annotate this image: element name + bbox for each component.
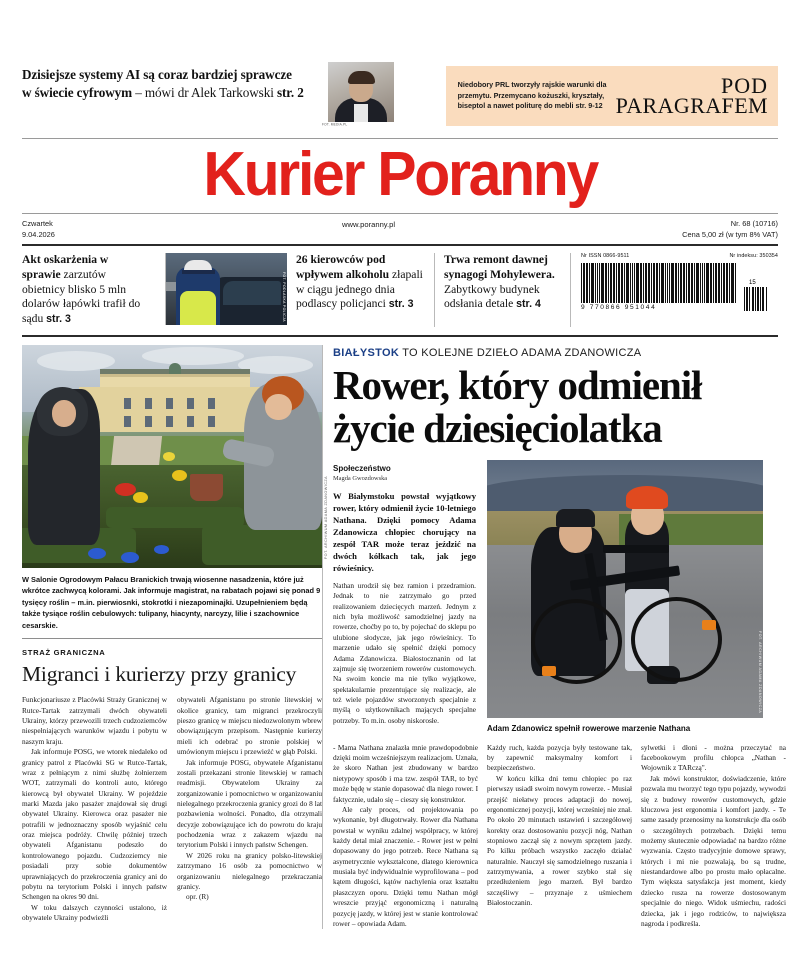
- masthead-website[interactable]: www.poranny.pl: [342, 219, 396, 229]
- masthead-price: Cena 5,00 zł (w tym 8% VAT): [682, 229, 778, 239]
- lead-paragraph: W Białymstoku powstał wyjątkowy rower, który odmienił życie 10-letniego Nathana. Dzięki pomocy Adama Zdanowicza chłopiec chorujący na zespół TAR może teraz jeździć na dwóch kółkach tak, jak jego rówieśnicy.: [333, 490, 476, 573]
- border-col2-p3: W 2026 roku na granicy polsko-litewskiej zatrzymano 16 osób za pomocnictwo w organizowaniu nielegalnego przekraczania granicy.: [177, 850, 322, 891]
- lead-body-p1: Nathan urodził się bez ramion i przedramion. Jednak to nie zatrzymało go przed realizowaniem dziecięcych marzeń. Jednym z nich była możliwość samodzielnej jazdy na rowerze, choćby po to, by pojechać do sklepu po ulubione słodycze, jak jego rówieśnicy. To marzenie udało się spełnić dzięki pomocy Adama Zdanowicza. Białostocznanin od lat zajmuje się tworzeniem rowerów customowych. Na swoim koncie ma nie tylko wyjątkowe, spektakularnie prezentujące się realizacje, ale też wiele pojazdów stworzonych specjalnie z myślą o użytkownikach mających specjalne potrzeby. To m.in. osoby niskorosłe.: [333, 580, 476, 725]
- lead-col2-p2: Ale cały proces, od projektowania po wykonanie, był długotrwały. Rower dla Nathana powstał w wyniku zdalnej współpracy, w której każdy detal miał znaczenie. - Rower jest w pełni dopasowany do jego potrzeb. Rece Nathana są asymetrycznie wykształcone, dlatego kierownica musiała być indywidualnie wyprofilowana – pod kątem długości, kątów nachylenia oraz kształtu płaszczyzn oporu. Dzięki temu Nathan mógł wreszcie przyjąć ergonomiczną i naturalną pozycję jazdy, w której jest w stanie kontrolować rower – opowiada Adam.: [333, 804, 478, 928]
- teaser-1-page: str. 3: [46, 312, 71, 325]
- garden-photo-caption: W Salonie Ogrodowym Pałacu Branickich trwają wiosenne nasadzenia, które już wkrótce zachwycą kolorami. Jak informuje magistrat, na rabatach pojawi się ponad 9 tysięcy roślin – m.in. pierwiosnki, stokrotki i niezapominajki. Uzupełnieniem będą także tysiące roślin cebulowych: tulipany, hiacynty, narcyzy, lilie i szachownice cesarskie.: [22, 568, 322, 640]
- top-promo-strip: [0, 0, 800, 138]
- teaser-item-1[interactable]: [22, 253, 156, 327]
- barcode-bars-secondary: [744, 287, 768, 311]
- masthead-issue-block: [682, 218, 778, 240]
- masthead-day: Czwartek: [22, 218, 53, 228]
- teaser-item-2[interactable]: [296, 253, 434, 327]
- teaser-2-rest: złapali w ciągu jednego dnia podlascy policjanci: [296, 267, 423, 311]
- border-story-col2: [177, 695, 322, 923]
- lead-photo-credit: FOT. ARCHIWUM ADAMA ZDANOWICZA: [324, 475, 328, 559]
- teaser-photo-credit: FOT. PODLASKA POLICJA: [282, 272, 286, 323]
- teaser-item-3[interactable]: [434, 253, 570, 327]
- promo-line2-page: str. 2: [276, 84, 304, 100]
- lead-col2-p1: - Mama Nathana znalazła mnie prawdopodobnie dzięki moim wcześniejszym realizacjom. Uznała, że skoro Nathan jest zbudowany w bardzo nietypowy sposób i ma tzw. zespół TAR, to być może będę w stanie dopasować dla niego rower. I faktycznie, udało się – cieszy się konstruktor.: [333, 742, 478, 804]
- promo-line2-regular: – mówi dr Alek Tarkowski: [132, 84, 277, 100]
- bike-photo-credit-vertical: FOT. ARCHIWUM ADAMA ZDANOWICZA: [758, 631, 762, 714]
- border-story-headline[interactable]: Migranci i kurierzy przy granicy: [22, 662, 297, 687]
- right-column: [322, 345, 786, 930]
- pod-paragrafem-promo[interactable]: [446, 56, 778, 126]
- lead-col4-p2: Jak mówi konstruktor, doświadczenie, które pozwala mu tworzyć tego typu pojazdy, wywodzi się z budowy rowerów customowych, gdzie kluczowa jest ergonomia i komfort jazdy. - Te same zasady przenosimy na konstrukcje dla osób o szczególnych potrzebach. Dzięki temu możemy skutecznie odpowiadać na bardzo różne wyzwania. Często tradycyjnie domowe sprawy, których i mi nie pozwalają, bo są trudne, niestandardowe albo po prostu mało opłacalne. Tym większa satysfakcja jest moment, kiedy dziecko rusza na rowerze dostosowanym specjalnie do niego. Widok uśmiechu, radości dziecka, jak i jego rodziców, to największa nagroda i podkreśla.: [641, 773, 786, 928]
- lead-author-byline: Magda Gwozdowska: [333, 474, 388, 482]
- border-col1-p3: W toku dalszych czynności ustalono, iż obywatele Ukrainy podwieźli: [22, 902, 167, 922]
- newspaper-logo[interactable]: Kurier Poranny: [203, 140, 597, 209]
- main-content: [22, 337, 786, 930]
- promo-portrait-photo: [322, 56, 394, 127]
- teaser-police-photo: [165, 253, 287, 325]
- lead-kicker: [333, 345, 786, 364]
- pod-paragrafem-logo-line1: POD: [720, 72, 768, 98]
- lead-top-row: [324, 460, 786, 741]
- lead-col3-p1: Każdy ruch, każda pozycja były testowane tak, by zapewnić maksymalny komfort i bezpieczeństwo.: [487, 742, 632, 773]
- teaser-3-page: str. 4: [516, 298, 541, 311]
- lead-col3-p2: W końcu kilka dni temu chłopiec po raz pierwszy usiadł swoim nowym rowerze. - Musiał przejść niełatwy proces adaptacji do nowej, ergonomicznej pozycji, której wcześniej nie znał. Po około 20 minutach ustawień i szczegółowej korekty oraz dostosowaniu pozycji nóg, Nathan stopniowo zaczął się z nowym sprzętem jazdy. Po kilku próbach wszystko zaczęło działać naturalnie. Nauczył się samodzielnego ruszania i zatrzymywania, a rower szybko stał się przedłużeniem jego marzeń. Był bardzo szczęśliwy – przyznaje z uśmiechem Białostoczanin.: [487, 773, 632, 908]
- promo-line2: [22, 84, 322, 102]
- teaser-2-page: str. 3: [388, 298, 414, 311]
- pod-paragrafem-logo: [615, 72, 768, 118]
- border-col1-p1: Funkcjonariusze z Placówki Straży Granicznej w Rutce-Tartak zatrzymali dwóch obywateli Ukrainy, którzy przewozili trzech cudzoziemców niespełniających warunków wjazdu i pobytu w naszym kraju.: [22, 695, 167, 746]
- masthead: [0, 139, 800, 209]
- teaser-1-rest: zarzutów obietnicy blisko 5 mln dolarów łapówki trafił do sądu: [22, 267, 141, 325]
- masthead-date: 9.04.2026: [22, 229, 55, 239]
- promo-ai-teaser[interactable]: [22, 56, 322, 101]
- promo-line2-bold: w świecie cyfrowym: [22, 84, 133, 100]
- masthead-info-bar: [22, 213, 778, 246]
- lead-col-4: [641, 743, 786, 929]
- lead-kicker-rest: TO KOLEJNE DZIEŁO ADAMA ZDANOWICZA: [399, 346, 642, 359]
- masthead-issue-number: Nr. 68 (10716): [730, 218, 778, 228]
- garden-palace-photo: [22, 345, 322, 568]
- border-story-kicker: STRAŻ GRANICZNA: [22, 648, 106, 658]
- teaser-1-bold: Akt oskarżenia w sprawie: [22, 253, 109, 281]
- teaser-row: [22, 246, 778, 337]
- lead-section-label: Społeczeństwo: [333, 463, 391, 473]
- pod-paragrafem-logo-line2: PARAGRAFEM: [615, 93, 768, 118]
- left-column: [22, 345, 322, 930]
- lead-col-3: [487, 743, 632, 929]
- border-col2-p1: obywateli Afganistanu po stronie litewskiej w okolice granicy, tam migranci przekroczyli pieszo granicę w miejscu niedozwolonym wbrew obowiązującym przepisom. Następnie kurierzy mieli ich odebrać po stronie polskiej w umówionym miejscu i przewieźć w głąb Polski.: [177, 695, 322, 757]
- barcode-bars: [581, 263, 737, 303]
- barcode-week: 15: [749, 280, 756, 287]
- lead-text-column: [324, 460, 485, 741]
- promo-line1: Dzisiejsze systemy AI są coraz bardziej sprawcze: [22, 67, 292, 82]
- teaser-3-rest: Zabytkowy budynek odsłania detale: [444, 282, 540, 311]
- barcode-digits: 9 770866 951044: [581, 304, 657, 312]
- lead-col-2: [333, 743, 478, 929]
- bike-photo-wrap: [485, 460, 763, 741]
- lead-body-start: [333, 574, 476, 726]
- bike-photo: [487, 460, 763, 718]
- teaser-2-bold: 26 kierowców pod wpływem alkoholu: [296, 253, 390, 281]
- lead-kicker-city: BIAŁYSTOK: [333, 346, 400, 359]
- border-col2-p2: Jak informuje POSG, obywatele Afganistanu zostali przekazani stronie litewskiej w ramach readmisji. Obywatelom Ukrainy za zorganizowanie i pomocnictwo w organizowaniu nielegalnego przekroczenia granicy grozi do 8 lat pozbawienia wolności. Ponadto, dla otrzymali decyzje zobowiązujące ich do powrotu do kraju pochodzenia wraz z zakazem wjazdu na terytorium Polski i innych państw Schengen.: [177, 757, 322, 850]
- barcode-print-run: Nr indeksu: 350354: [729, 253, 778, 260]
- pod-paragrafem-text: Niedobory PRL tworzyły rajskie warunki dla przemytu. Przemycano kożuszki, kryształy, biseptol a nawet politurę do mebli str. 9-12: [457, 80, 607, 111]
- barcode-block: [570, 253, 778, 327]
- teaser-3-bold: Trwa remont dawnej synagogi Mohylewera.: [444, 253, 555, 281]
- border-story-col1: [22, 695, 167, 923]
- border-story-body: [22, 695, 322, 923]
- masthead-date-block: [22, 218, 55, 240]
- lead-bottom-columns: [333, 741, 786, 929]
- lead-headline[interactable]: Rower, który odmienił życie dziesięciolatka: [333, 361, 702, 451]
- bike-photo-caption: Adam Zdanowicz spełnił rowerowe marzenie Nathana: [487, 723, 691, 733]
- lead-col4-p1: sylwetki i dłoni - można przeczytać na facebookowym profilu chłopca „Nathan - Wojownik z TARczą".: [641, 742, 786, 773]
- border-col1-p2: Jak informuje POSG, we wtorek niedaleko od granicy patrol z Placówki SG w Rutce-Tartak, wraz z pełniącym z nimi służbę żołnierzem WOT, zatrzymali do kontroli auto, którego kierowcą był obywatel Ukrainy. W pojeździe marki Mazda jako pasażer znajdował się drugi obywatel Ukrainy. Kierowca oraz pasażer nie potrafili w jednoznaczny sposób wyjaśnić celu oraz miejsca podróży. Chwilę później trzech obywateli Afganistanu podeszło do kontrolowanego pojazdu. Cudzoziemcy nie posiadali przy sobie dokumentów uprawniających do przekroczenia granicy ani do pobytu na terytorium Polski i innych państw Schengen na okres 90 dni.: [22, 747, 167, 902]
- promo-photo-credit: FOT. MEDIA.PL: [322, 123, 348, 127]
- barcode-issn: Nr ISSN 0866-9511: [581, 253, 630, 260]
- border-story-signature: opr. (R): [186, 892, 209, 902]
